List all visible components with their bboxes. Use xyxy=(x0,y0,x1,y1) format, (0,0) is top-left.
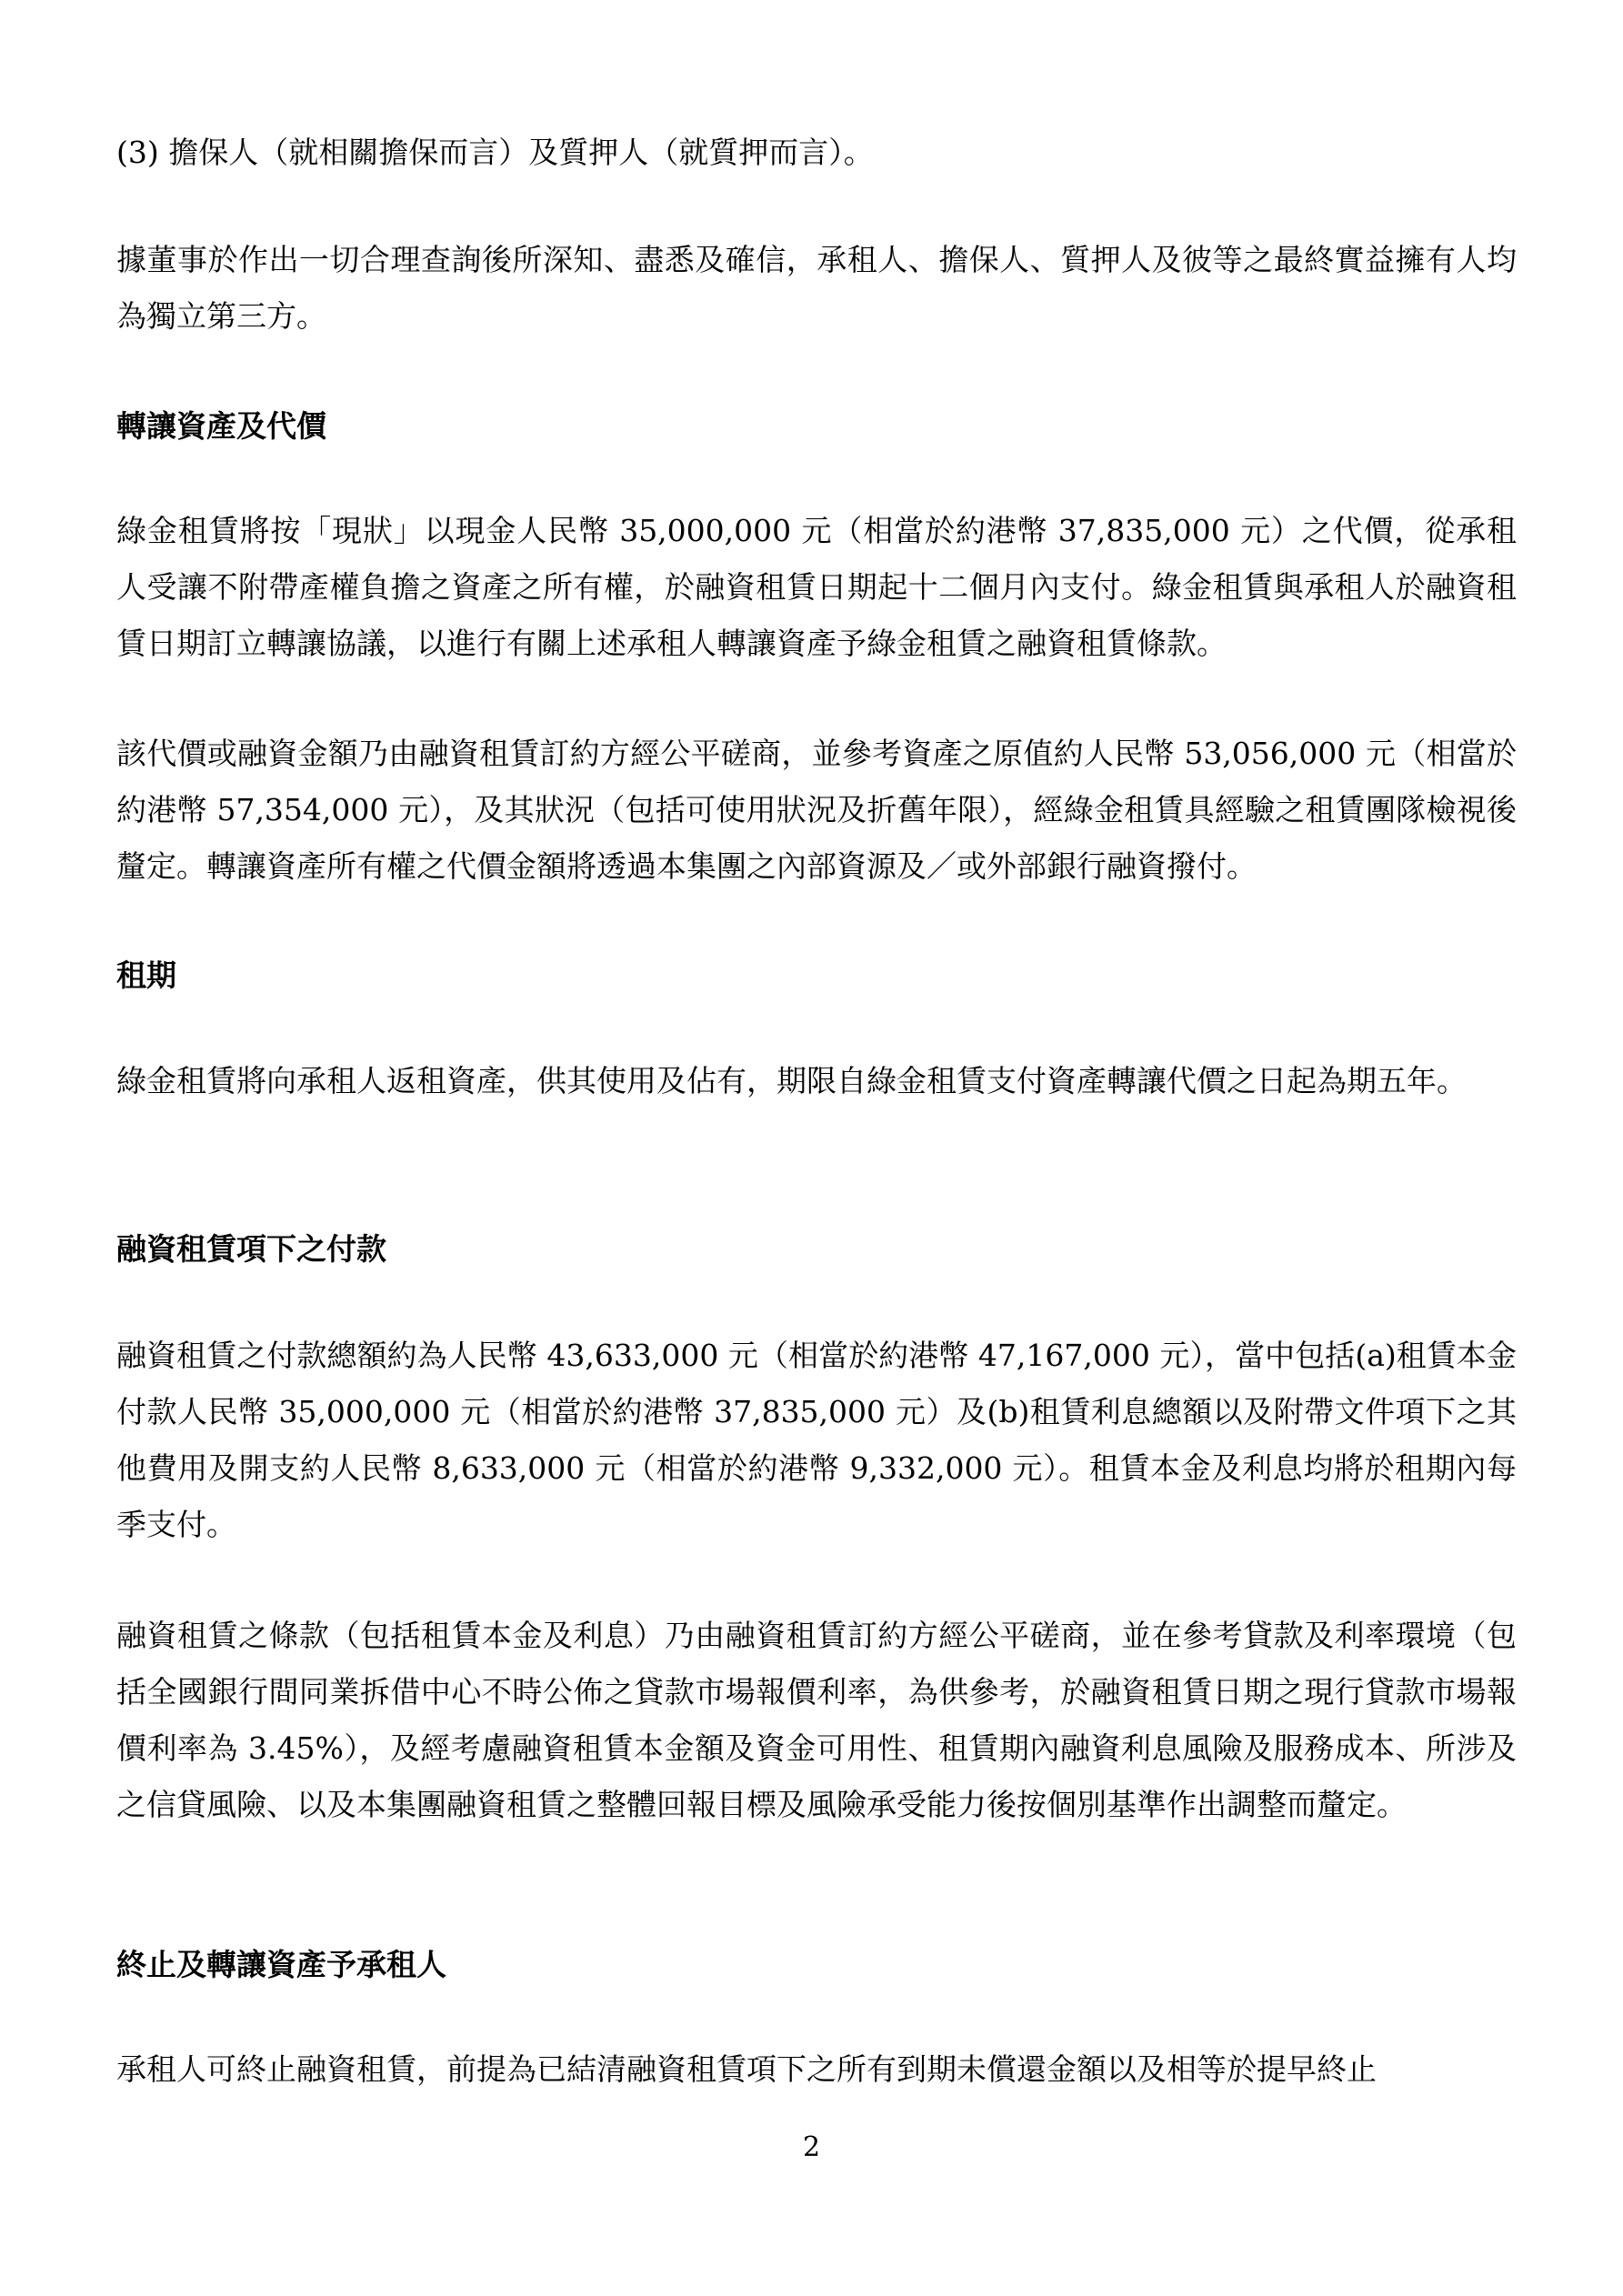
heading-termination: 終止及轉讓資產予承租人 xyxy=(116,1947,446,1982)
heading-transfer-of-assets: 轉讓資產及代價 xyxy=(116,408,326,444)
paragraph-payment-terms: 融資租賃之條款（包括租賃本金及利息）乃由融資租賃訂約方經公平磋商，並在參考貸款及利率環境（包括全國銀行間同業拆借中心不時公佈之貸款市場報價利率，為供參考，於融資租賃日期之現行貸款市場報價利率為 3.45%），及經考慮融資租賃本金額及資金可用性、租賃期內融資利息風險及服務成本、所涉及之信貸風險、以及本集團融資租賃之整體回報目標及風險承受能力後按個別基準作出調整而釐定。 xyxy=(116,1618,1517,1822)
list-item-guarantor-pledgor: (3) 擔保人（就相關擔保而言）及質押人（就質押而言）。 xyxy=(116,135,874,170)
heading-lease-term: 租期 xyxy=(116,958,176,993)
paragraph-payment-total: 融資租賃之付款總額約為人民幣 43,633,000 元（相當於約港幣 47,167,000 元），當中包括(a)租賃本金付款人民幣 35,000,000 元（相當於約港幣 37,835,000 元）及(b)租賃利息總額以及附帶文件項下之其他費用及開支約人民幣 8,633,000 元（相當於約港幣 9,332,000 元）。租賃本金及利息均將於租期內每季支付。 xyxy=(116,1338,1517,1542)
page-number: 2 xyxy=(802,2131,821,2163)
paragraph-independence: 據董事於作出一切合理查詢後所深知、盡悉及確信，承租人、擔保人、質押人及彼等之最終實益擁有人均為獨立第三方。 xyxy=(116,242,1517,334)
paragraph-transfer-consideration: 綠金租賃將按「現狀」以現金人民幣 35,000,000 元（相當於約港幣 37,835,000 元）之代價，從承租人受讓不附帶產權負擔之資產之所有權，於融資租賃日期起十二個月內支付。綠金租賃與承租人於融資租賃日期訂立轉讓協議，以進行有關上述承租人轉讓資產予綠金租賃之融資租賃條款。 xyxy=(116,513,1517,661)
paragraph-termination: 承租人可終止融資租賃，前提為已結清融資租賃項下之所有到期未償還金額以及相等於提早終止 xyxy=(116,2051,1377,2087)
heading-payments: 融資租賃項下之付款 xyxy=(116,1231,386,1267)
paragraph-lease-term: 綠金租賃將向承租人返租資產，供其使用及佔有，期限自綠金租賃支付資產轉讓代價之日起為期五年。 xyxy=(116,1063,1467,1098)
paragraph-consideration-basis: 該代價或融資金額乃由融資租賃訂約方經公平磋商，並參考資產之原值約人民幣 53,056,000 元（相當於約港幣 57,354,000 元），及其狀況（包括可使用狀況及折舊年限），經綠金租賃具經驗之租賃團隊檢視後釐定。轉讓資產所有權之代價金額將透過本集團之內部資源及／或外部銀行融資撥付。 xyxy=(116,736,1517,884)
